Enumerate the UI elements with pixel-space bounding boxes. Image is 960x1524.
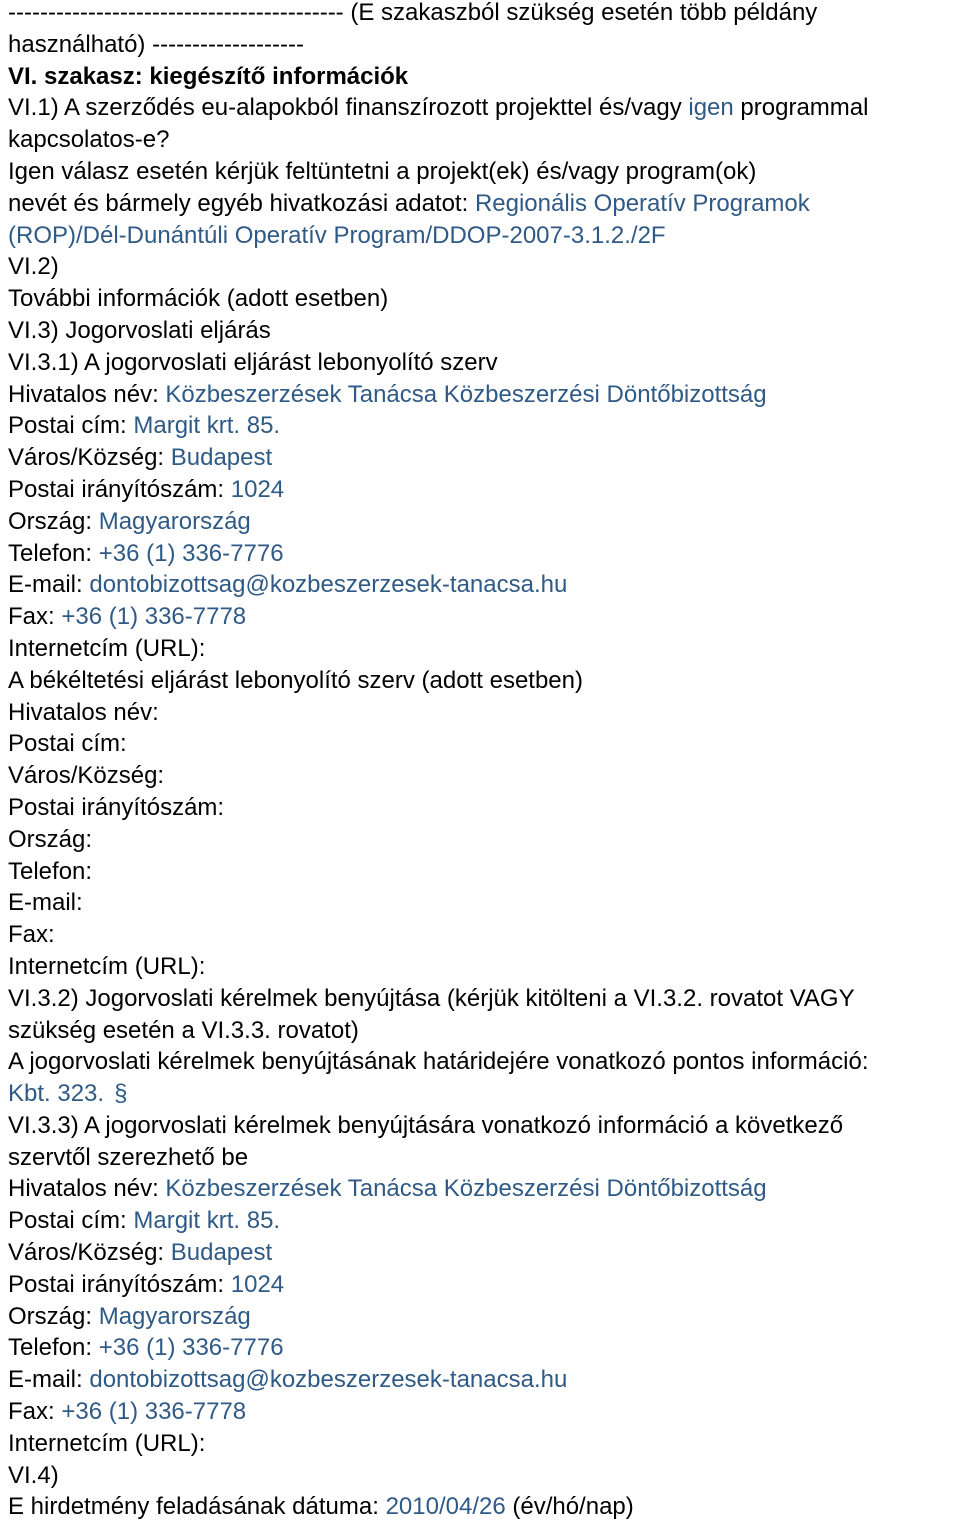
body1-phone-value: +36 (1) 336-7776 [98, 539, 284, 567]
vi32-deadline-value: Kbt. 323. [8, 1080, 105, 1108]
body3-email-label: E-mail: [8, 1366, 90, 1394]
separator-note: (E szakaszból szükség esetén több példány [343, 0, 818, 26]
body3-phone-row [8, 1332, 958, 1364]
body3-country-row [8, 1301, 958, 1333]
body1-fax-value: +36 (1) 336-7778 [61, 603, 247, 631]
body2-email-label: E-mail: [8, 889, 83, 917]
vi33-heading-line1: VI.3.3) A jogorvoslati kérelmek benyújtására vonatkozó információ a következő [8, 1111, 844, 1139]
body1-phone-label: Telefon: [8, 539, 99, 567]
body3-city-row [8, 1237, 958, 1269]
body2-country-label: Ország: [8, 825, 93, 853]
vi32-heading-line2: szükség esetén a VI.3.3. rovatot) [8, 1016, 359, 1044]
body1-country-row [8, 506, 958, 538]
body1-zip-row [8, 474, 958, 506]
vi1-reference-value: Regionális Operatív Programok [474, 189, 810, 217]
vi4-date-label: E hirdetmény feladásának dátuma: [8, 1493, 386, 1521]
separator-dashes: ------------------------------------------ [8, 0, 344, 26]
body2-name-label: Hivatalos név: [8, 698, 159, 726]
body3-fax-value: +36 (1) 336-7778 [61, 1398, 247, 1426]
section-sign-icon: § [114, 1080, 128, 1108]
body1-address-label: Postai cím: [8, 412, 134, 440]
body3-phone-value: +36 (1) 336-7776 [98, 1334, 284, 1362]
body3-zip-row [8, 1269, 958, 1301]
body3-fax-row [8, 1396, 958, 1428]
body1-city-label: Város/Község: [8, 444, 171, 472]
body1-zip-label: Postai irányítószám: [8, 475, 231, 503]
vi32-deadline-row [8, 1078, 958, 1110]
mediation-heading: A békéltetési eljárást lebonyolító szerv (adott esetben) [8, 666, 583, 694]
body2-url-label: Internetcím (URL): [8, 952, 206, 980]
vi4-heading: VI.4) [8, 1461, 59, 1489]
vi1-question-text-end: programmal [733, 94, 869, 122]
vi31-heading: VI.3.1) A jogorvoslati eljárást lebonyolító szerv [8, 348, 498, 376]
body3-email-value: dontobizottsag@kozbeszerzesek-tanacsa.hu [89, 1366, 568, 1394]
vi1-reference-line1: Igen válasz esetén kérjük feltüntetni a projekt(ek) és/vagy program(ok) [8, 157, 757, 185]
vi1-answer-value: igen [688, 94, 734, 122]
vi4-date-format: (év/hó/nap) [505, 1493, 634, 1521]
body1-fax-row [8, 601, 958, 633]
body3-name-value: Közbeszerzések Tanácsa Közbeszerzési Döntőbizottság [165, 1175, 767, 1203]
vi1-question-line1 [8, 92, 958, 124]
body1-country-value: Magyarország [98, 507, 251, 535]
body3-fax-label: Fax: [8, 1398, 62, 1426]
body3-zip-label: Postai irányítószám: [8, 1270, 231, 1298]
body2-city-label: Város/Község: [8, 762, 165, 790]
body3-country-value: Magyarország [98, 1302, 251, 1330]
body1-phone-row [8, 538, 958, 570]
vi1-reference-value-continued: (ROP)/Dél-Dunántúli Operatív Program/DDOP-2007-3.1.2./2F [8, 221, 666, 249]
body1-name-label: Hivatalos név: [8, 380, 166, 408]
body1-name-row [8, 379, 958, 411]
body1-address-value: Margit krt. 85. [133, 412, 281, 440]
body3-address-row [8, 1205, 958, 1237]
vi33-heading-line2: szervtől szerezhető be [8, 1143, 249, 1171]
body2-fax-label: Fax: [8, 921, 55, 949]
vi32-deadline-label: A jogorvoslati kérelmek benyújtásának határidejére vonatkozó pontos információ: [8, 1048, 869, 1076]
body1-address-row [8, 410, 958, 442]
body1-zip-value: 1024 [230, 475, 285, 503]
vi2-text: További információk (adott esetben) [8, 285, 389, 313]
body1-name-value: Közbeszerzések Tanácsa Közbeszerzési Döntőbizottság [165, 380, 767, 408]
vi3-heading: VI.3) Jogorvoslati eljárás [8, 316, 271, 344]
body3-country-label: Ország: [8, 1302, 99, 1330]
vi1-question-text: VI.1) A szerződés eu-alapokból finanszírozott projekttel és/vagy [8, 94, 689, 122]
vi1-question-line2: kapcsolatos-e? [8, 126, 170, 154]
body3-zip-value: 1024 [230, 1270, 285, 1298]
body2-address-label: Postai cím: [8, 730, 127, 758]
separator-note-continued: használható) ------------------- [8, 30, 304, 58]
body1-city-row [8, 442, 958, 474]
separator-line [8, 0, 958, 29]
body3-email-row [8, 1364, 958, 1396]
body1-email-row [8, 569, 958, 601]
body2-zip-label: Postai irányítószám: [8, 793, 225, 821]
vi4-date-row [8, 1491, 958, 1523]
vi1-reference-label: nevét és bármely egyéb hivatkozási adatot: [8, 189, 475, 217]
body3-name-label: Hivatalos név: [8, 1175, 166, 1203]
body1-email-value: dontobizottsag@kozbeszerzesek-tanacsa.hu [89, 571, 568, 599]
body3-address-value: Margit krt. 85. [133, 1207, 281, 1235]
body1-country-label: Ország: [8, 507, 99, 535]
body1-fax-label: Fax: [8, 603, 62, 631]
body3-name-row [8, 1173, 958, 1205]
body3-phone-label: Telefon: [8, 1334, 99, 1362]
vi1-reference-line2 [8, 188, 958, 220]
vi32-heading-line1: VI.3.2) Jogorvoslati kérelmek benyújtása (kérjük kitölteni a VI.3.2. rovatot VAGY [8, 984, 855, 1012]
body3-url-label: Internetcím (URL): [8, 1429, 206, 1457]
document-page [8, 0, 958, 1523]
vi2-heading: VI.2) [8, 253, 59, 281]
body3-address-label: Postai cím: [8, 1207, 134, 1235]
body3-city-value: Budapest [170, 1239, 273, 1267]
body1-email-label: E-mail: [8, 571, 90, 599]
body1-city-value: Budapest [170, 444, 273, 472]
body1-url-label: Internetcím (URL): [8, 634, 206, 662]
body2-phone-label: Telefon: [8, 857, 93, 885]
body3-city-label: Város/Község: [8, 1239, 171, 1267]
section-title: VI. szakasz: kiegészítő információk [8, 62, 409, 90]
vi4-date-value: 2010/04/26 [385, 1493, 506, 1521]
